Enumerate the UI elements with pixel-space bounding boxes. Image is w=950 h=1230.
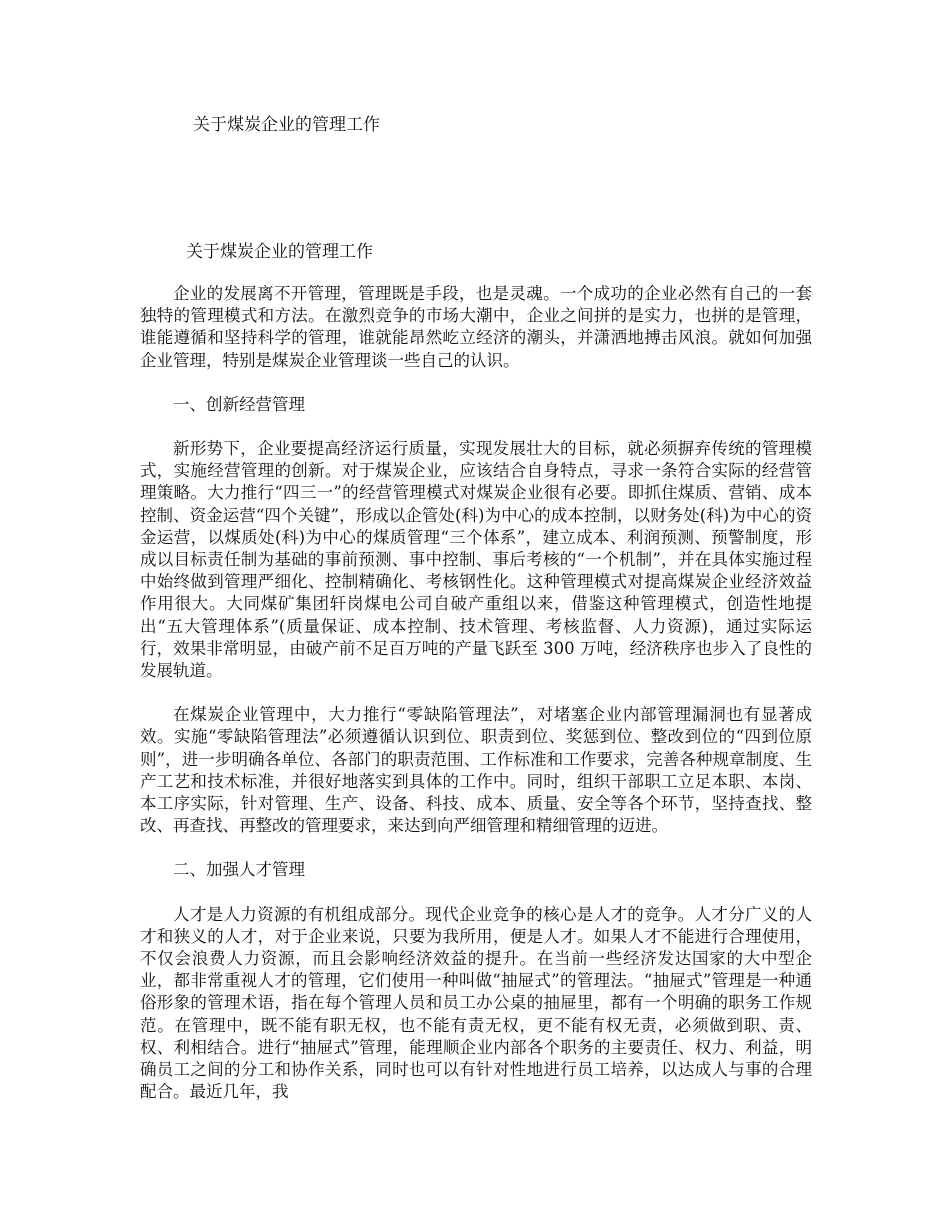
section-heading-1: 一、创新经营管理 <box>173 394 305 414</box>
document-title: 关于煤炭企业的管理工作 <box>186 242 373 262</box>
section-heading-2: 二、加强人才管理 <box>173 860 305 880</box>
section1-paragraph-2: 在煤炭企业管理中，大力推行“零缺陷管理法”，对堵塞企业内部管理漏洞也有显著成效。实施“零缺陷管理法”必须遵循认识到位、职责到位、奖惩到位、整改到位的“四到位原则”，进一步明确各单位、各部门的职责范围、工作标准和工作要求，完善各种规章制度、生产工艺和技术标准，并很好地落实到具体的工作中。同时，组织干部职工立足本职、本岗、本工序实际，针对管理、生产、设备、科技、成本、质量、安全等各个环节，坚持查找、整改、再查找、再整改的管理要求，来达到向严细管理和精细管理的迈进。 <box>140 705 812 836</box>
section1-paragraph-1: 新形势下，企业要提高经济运行质量，实现发展壮大的目标，就必须摒弃传统的管理模式，实施经营管理的创新。对于煤炭企业，应该结合自身特点，寻求一条符合实际的经营管理策略。大力推行“四三一”的经营管理模式对煤炭企业很有必要。即抓住煤质、营销、成本控制、资金运营“四个关键”，形成以企管处(科)为中心的成本控制，以财务处(科)为中心的资金运营，以煤质处(科)为中心的煤质管理“三个体系”，建立成本、利润预测、预警制度，形成以目标责任制为基础的事前预测、事中控制、事后考核的“一个机制”，并在具体实施过程中始终做到管理严细化、控制精确化、考核钢性化。这种管理模式对提高煤炭企业经济效益作用很大。大同煤矿集团轩岗煤电公司自破产重组以来，借鉴这种管理模式，创造性地提出“五大管理体系”(质量保证、成本控制、技术管理、考核监督、人力资源)，通过实际运行，效果非常明显，由破产前不足百万吨的产量飞跃至 300 万吨，经济秩序也步入了良性的发展轨道。 <box>140 439 812 681</box>
intro-paragraph: 企业的发展离不开管理，管理既是手段，也是灵魂。一个成功的企业必然有自己的一套独特的管理模式和方法。在激烈竞争的市场大潮中，企业之间拼的是实力，也拼的是管理，谁能遵循和坚持科学的管理，谁就能昂然屹立经济的潮头，并潇洒地搏击风浪。就如何加强企业管理，特别是煤炭企业管理谈一些自己的认识。 <box>140 284 812 370</box>
section2-paragraph-1: 人才是人力资源的有机组成部分。现代企业竞争的核心是人才的竞争。人才分广义的人才和狭义的人才，对于企业来说，只要为我所用，便是人才。如果人才不能进行合理使用，不仅会浪费人力资源，而且会影响经济效益的提升。在当前一些经济发达国家的大中型企业，都非常重视人才的管理，它们使用一种叫做“抽屉式”的管理法。“抽屉式”管理是一种通俗形象的管理术语，指在每个管理人员和员工办公桌的抽屉里，都有一个明确的职务工作规范。在管理中，既不能有职无权，也不能有责无权，更不能有权无责，必须做到职、责、权、利相结合。进行“抽屉式”管理，能理顺企业内部各个职务的主要责任、权力、利益，明确员工之间的分工和协作关系，同时也可以有针对性地进行员工培养，以达成人与事的合理配合。最近几年，我 <box>140 904 812 1102</box>
header-title: 关于煤炭企业的管理工作 <box>193 115 380 135</box>
document-body <box>140 283 812 1126</box>
